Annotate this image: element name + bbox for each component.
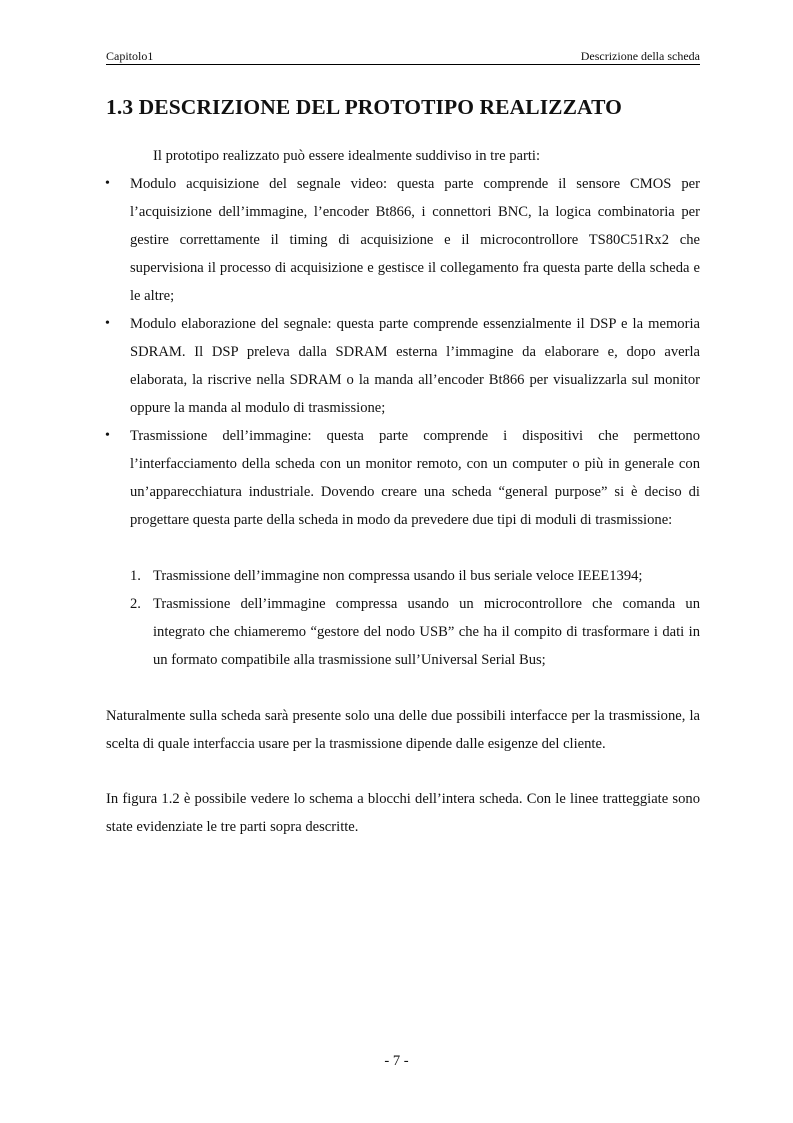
list-item-text: Modulo elaborazione del segnale: questa parte comprende essenzialmente il DSP e la memoria SDRAM. Il DSP preleva dalla SDRAM esterna l’immagine da elaborare e, dopo averla elaborata, la riscrive nella SDRAM o la manda all’encoder Bt866 per visualizzarla sul monitor oppure la manda al modulo di trasmissione; xyxy=(130,316,700,416)
numbered-item xyxy=(106,590,700,674)
numbered-list xyxy=(106,562,700,674)
list-item-text: Trasmissione dell’immagine: questa parte comprende i dispositivi che permettono l’interfacciamento della scheda con un monitor remoto, con un computer o più in generale con un’apparecchiatura industriale. Dovendo creare una scheda “general purpose” si è deciso di progettare questa parte della scheda in modo da prevedere due tipi di moduli di trasmissione: xyxy=(130,428,700,528)
section-title: 1.3 DESCRIZIONE DEL PROTOTIPO REALIZZATO xyxy=(106,95,622,119)
numbered-item xyxy=(106,562,700,590)
running-header xyxy=(106,50,700,65)
page-number: - 7 - xyxy=(384,1053,409,1069)
list-item xyxy=(106,310,700,422)
paragraph: In figura 1.2 è possibile vedere lo schema a blocchi dell’intera scheda. Con le linee tratteggiate sono state evidenziate le tre parti sopra descritte. xyxy=(106,791,700,835)
numbered-item-text: Trasmissione dell’immagine compressa usando un microcontrollore che comanda un integrato che chiameremo “gestore del nodo USB” che ha il compito di trasformare i dati in un formato compatibile alla trasmissione sull’Universal Serial Bus; xyxy=(153,596,700,668)
bullet-icon: • xyxy=(105,428,110,443)
header-section: Descrizione della scheda xyxy=(580,49,700,63)
bullet-icon: • xyxy=(105,176,110,191)
intro-paragraph: Il prototipo realizzato può essere idealmente suddiviso in tre parti: xyxy=(153,148,541,164)
body-text xyxy=(106,142,700,841)
bullet-list xyxy=(106,170,700,534)
paragraph: Naturalmente sulla scheda sarà presente solo una delle due possibili interfacce per la trasmissione, la scelta di quale interfaccia usare per la trasmissione dipende dalle esigenze del cliente. xyxy=(106,708,700,752)
item-number: 2. xyxy=(130,596,141,612)
list-item xyxy=(106,170,700,310)
list-item-text: Modulo acquisizione del segnale video: questa parte comprende il sensore CMOS per l’acquisizione dell’immagine, l’encoder Bt866, i connettori BNC, la logica combinatoria per gestire correttamente il timing di acquisizione e il microcontrollore TS80C51Rx2 che supervisiona il processo di acquisizione e gestisce il collegamento fra questa parte della scheda e le altre; xyxy=(130,176,700,304)
list-item xyxy=(106,422,700,534)
header-chapter: Capitolo1 xyxy=(106,49,154,63)
bullet-icon: • xyxy=(105,316,110,331)
numbered-item-text: Trasmissione dell’immagine non compressa usando il bus seriale veloce IEEE1394; xyxy=(153,568,643,584)
item-number: 1. xyxy=(130,568,141,584)
